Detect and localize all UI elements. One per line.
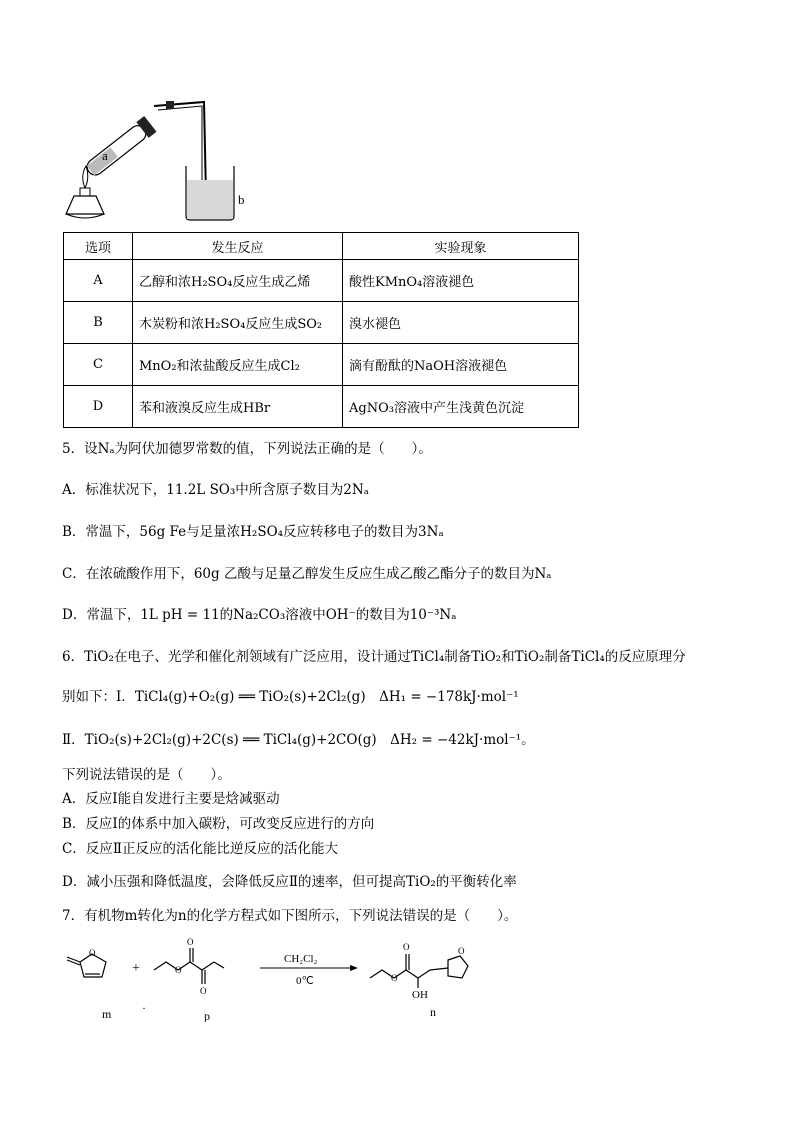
label-n: n [430,1005,436,1019]
svg-text:O: O [89,948,96,958]
options-table [63,232,579,428]
q5-stem: 5．设Nₐ为阿伏加德罗常数的值，下列说法正确的是（ ）。 [62,441,432,457]
option-key: C [64,344,133,386]
oh-label: OH [412,989,428,1001]
table-row [64,260,579,302]
q6-option-c: C．反应Ⅱ正反应的活化能比逆反应的活化能大 [62,841,339,857]
q5-option-a: A．标准状况下，11.2L SO₃中所含原子数目为2Nₐ [62,482,369,498]
table-row [64,386,579,428]
phenomenon-cell: 溴水褪色 [343,302,579,344]
option-key: D [64,386,133,428]
label-a: a [102,148,108,163]
q6-stem-3: Ⅱ．TiO₂(s)+2Cl₂(g)+2C(s) ══ TiCl₄(g)+2CO(g) ΔH₂ = −42kJ·mol⁻¹。 [62,732,535,748]
reaction-cell: MnO₂和浓盐酸反应生成Cl₂ [133,344,343,386]
condition-label: 0℃ [296,975,314,987]
reaction-cell: 乙醇和浓H₂SO₄反应生成乙烯 [133,260,343,302]
apparatus-figure [62,96,262,230]
plus-sign: + [132,961,140,976]
q6-stem-1: 6．TiO₂在电子、光学和催化剂领域有广泛应用，设计通过TiCl₄制备TiO₂和TiO₂制备TiCl₄的反应原理分 [62,649,686,665]
option-key: B [64,302,133,344]
label-dot: · [142,1001,146,1015]
reaction-scheme [62,932,522,1022]
q6-option-a: A．反应Ⅰ能自发进行主要是焓减驱动 [62,791,280,807]
phenomenon-cell: 滴有酚酞的NaOH溶液褪色 [343,344,579,386]
phenomenon-cell: 酸性KMnO₄溶液褪色 [343,260,579,302]
table-header: 实验现象 [343,233,579,260]
q5-option-c: C．在浓硫酸作用下，60g 乙酸与足量乙醇发生反应生成乙酸乙酯分子的数目为Nₐ [62,566,552,582]
svg-text:O: O [200,986,207,996]
svg-text:O: O [403,942,410,952]
q6-option-d: D．减小压强和降低温度，会降低反应Ⅱ的速率，但可提高TiO₂的平衡转化率 [62,874,517,890]
reagent-label: CH₂Cl₂ [284,953,318,965]
label-p: p [204,1009,210,1022]
q5-option-d: D．常温下，1L pH = 11的Na₂CO₃溶液中OH⁻的数目为10⁻³Nₐ [62,607,457,623]
label-m: m [102,1007,112,1021]
svg-text:O: O [187,937,194,947]
reaction-cell: 苯和液溴反应生成HBr [133,386,343,428]
option-key: A [64,260,133,302]
phenomenon-cell: AgNO₃溶液中产生浅黄色沉淀 [343,386,579,428]
table-header: 选项 [64,233,133,260]
table-header: 发生反应 [133,233,343,260]
molecule-p [154,948,224,984]
table-row [64,302,579,344]
reaction-cell: 木炭粉和浓H₂SO₄反应生成SO₂ [133,302,343,344]
q6-ask: 下列说法错误的是（ ）。 [62,767,231,783]
label-b: b [238,192,245,207]
table-row [64,344,579,386]
q5-option-b: B．常温下，56g Fe与足量浓H₂SO₄反应转移电子的数目为3Nₐ [62,524,444,540]
svg-text:O: O [175,965,182,975]
q7-stem: 7．有机物m转化为n的化学方程式如下图所示，下列说法错误的是（ ）。 [62,908,518,924]
table-header-row [64,233,579,260]
svg-text:O: O [458,946,465,956]
molecule-m [67,954,106,977]
q6-stem-2: 别如下：Ⅰ．TiCl₄(g)+O₂(g) ══ TiO₂(s)+2Cl₂(g) ΔH₁ = −178kJ·mol⁻¹ [62,689,519,705]
molecule-n [370,954,468,988]
q6-option-b: B．反应Ⅰ的体系中加入碳粉，可改变反应进行的方向 [62,816,375,832]
svg-text:O: O [391,973,398,983]
